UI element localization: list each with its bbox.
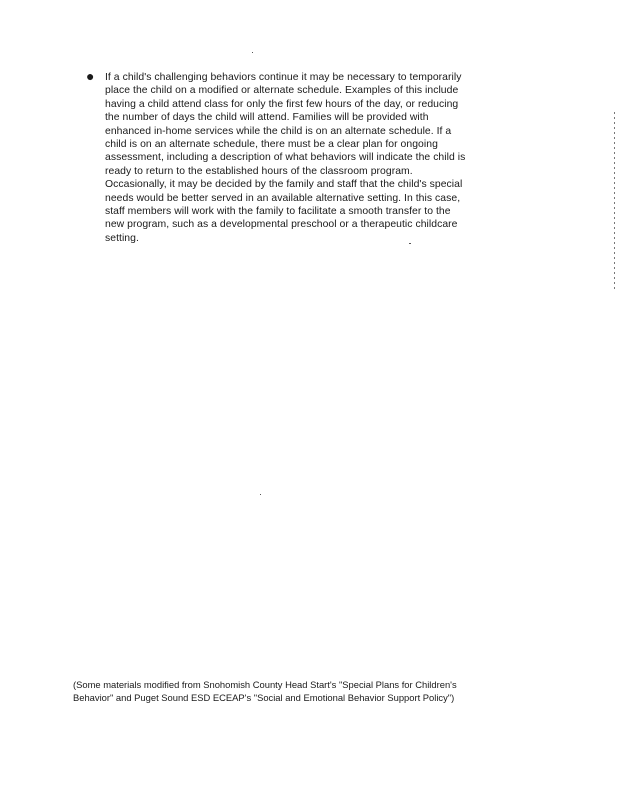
paragraph-line: assessment, including a description of what behaviors will indicate the child is (105, 152, 466, 164)
paragraph-line: child is on an alternate schedule, there must be a clear plan for ongoing (105, 139, 438, 151)
source-note (73, 679, 543, 704)
paragraph-line: staff members will work with the family to facilitate a smooth transfer to the (105, 206, 451, 218)
paragraph-line: needs would be better served in an available alternative setting. In this case, (105, 192, 461, 204)
bullet-icon: ● (86, 68, 95, 84)
scan-speck (260, 494, 261, 495)
scan-speck (252, 52, 253, 53)
paragraph-line: place the child on a modified or alternate schedule. Examples of this include (105, 85, 459, 97)
paragraph-line: enhanced in-home services while the child is on an alternate schedule. If a (105, 125, 452, 137)
paragraph-line: Occasionally, it may be decided by the family and staff that the child's special (105, 179, 463, 191)
paragraph-line: having a child attend class for only the first few hours of the day, or reducing (105, 98, 459, 110)
paragraph-line: new program, such as a developmental preschool or a therapeutic childcare (105, 219, 458, 231)
source-note-line: (Some materials modified from Snohomish County Head Start's "Special Plans for Children's (73, 679, 457, 690)
paragraph-line: ready to return to the established hours of the classroom program. (105, 165, 413, 177)
paragraph-line: If a child's challenging behaviors continue it may be necessary to temporarily (105, 72, 462, 83)
source-note-line: Behavior" and Puget Sound ESD ECEAP's "Social and Emotional Behavior Support Policy") (73, 691, 455, 703)
paragraph-line: the number of days the child will attend. Families will be provided with (105, 112, 429, 124)
bullet-paragraph (105, 71, 526, 245)
scan-edge-line (614, 112, 615, 292)
scan-speck (409, 243, 411, 244)
paragraph-line: setting. (105, 232, 139, 244)
